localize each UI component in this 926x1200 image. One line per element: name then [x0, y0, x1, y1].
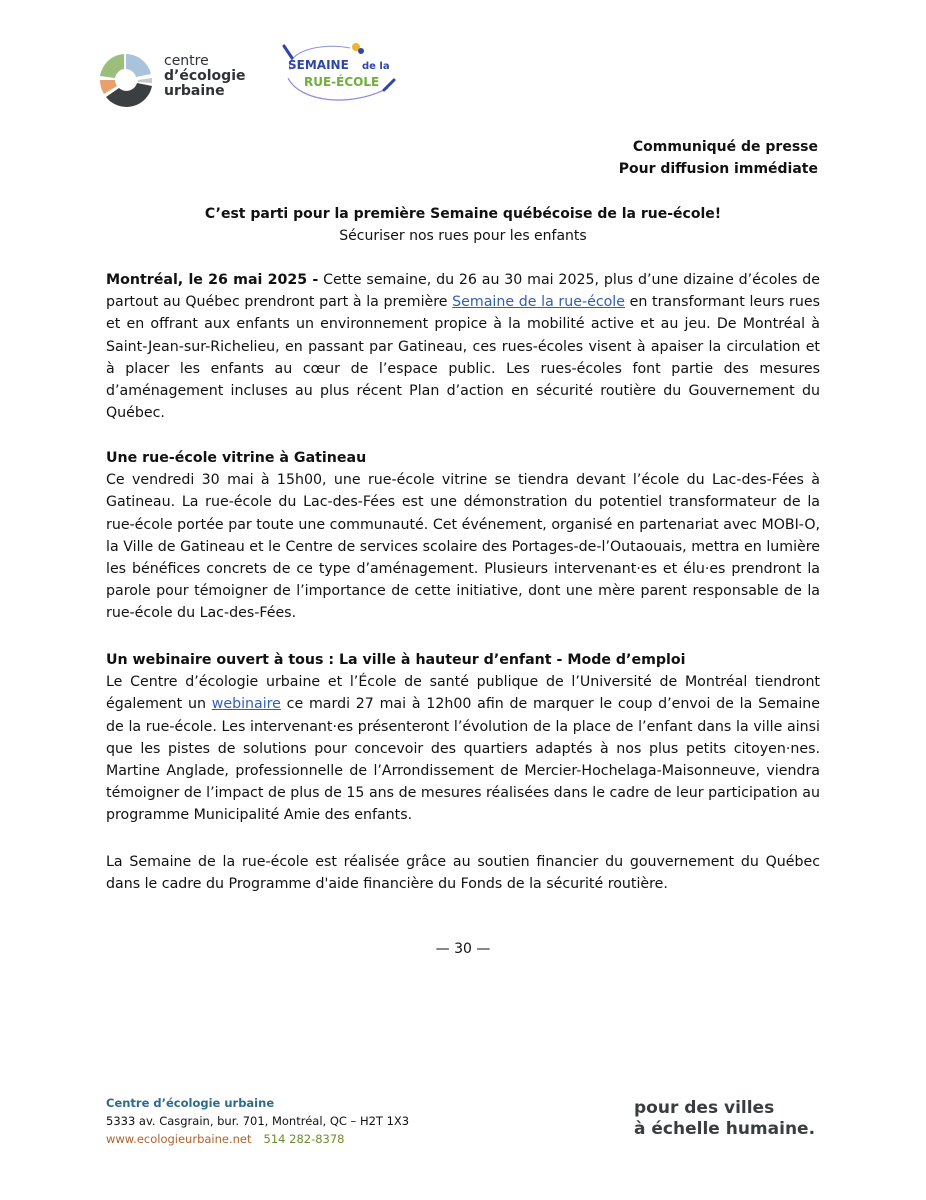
intro-text-part2: en transformant leurs rues et en offrant aux enfants un environnement propice à la mobilité active et au jeu. De Montréal à Saint-Jean-sur-Richelieu, en passant par Gatineau, ces rues-écoles visent à apaiser la circulation et à placer les enfants au cœur de l’espace public. Les rues-écoles font partie des mesures d’aménagement incluses au plus récent Plan d’action en sécurité routière du Gouvernement du Québec.	[106, 294, 820, 422]
section-gatineau-title: Une rue-école vitrine à Gatineau	[106, 450, 367, 466]
intro-paragraph	[106, 269, 820, 424]
cde-logo-line3: urbaine	[164, 83, 225, 99]
press-release-line1: Communiqué de presse	[632, 139, 818, 155]
footer-tagline	[634, 1098, 815, 1140]
headline-subtitle: Sécuriser nos rues pour les enfants	[339, 228, 587, 244]
section-webinaire-part2: ce mardi 27 mai à 12h00 afin de marquer le coup d’envoi de la Semaine de la rue-école. Les intervenant·es présenteront l’évolution de la place de l’enfant dans la ville ainsi que les pistes de solutions pour concevoir des quartiers adaptés à nos plus petits citoyen·nes. Martine Anglade, professionnelle de l’Arrondissement de Mercier-Hochelaga-Maisonneuve, viendra témoigner de l’impact de plus de 15 ans de mesures réalisées dans le cadre de leur participation au programme Municipalité Amie des enfants.	[106, 696, 820, 824]
footer-phone: 514 282-8378	[263, 1132, 345, 1146]
press-release-label	[619, 136, 818, 180]
footer-tagline-line2: à échelle humaine.	[634, 1119, 816, 1139]
section-gatineau-text: Ce vendredi 30 mai à 15h00, une rue-école vitrine se tiendra devant l’école du Lac-des-Fées à Gatineau. La rue-école du Lac-des-Fées est une démonstration du potentiel transformateur de la rue-école portée par toute une communauté. Cet événement, organisé en partenariat avec MOBI-O, la Ville de Gatineau et le Centre de services scolaire des Portages-de-l’Outaouais, mettra en lumière les bénéfices concrets de ce type d’aménagement. Plusieurs intervenant·es et élu·es prendront la parole pour témoigner de l’importance de cette initiative, dont une mère parent responsable de la rue-école du Lac-des-Fées.	[106, 472, 820, 622]
footer-website-link[interactable]: www.ecologieurbaine.net	[106, 1132, 252, 1146]
semaine-logo-mark	[280, 40, 410, 110]
semaine-logo-line1: SEMAINE	[288, 58, 349, 72]
cde-logo-mark	[96, 50, 156, 110]
footer-tagline-line1: pour des villes	[634, 1098, 775, 1118]
footer-contact	[106, 1094, 409, 1148]
end-marker: — 30 —	[435, 941, 491, 957]
headline-title: C’est parti pour la première Semaine québécoise de la rue-école!	[204, 206, 722, 222]
cde-logo-line2: d’écologie	[164, 68, 246, 84]
semaine-rue-ecole-link[interactable]: Semaine de la rue-école	[452, 294, 625, 311]
semaine-rue-ecole-logo[interactable]	[280, 40, 410, 110]
section-webinaire	[106, 649, 820, 827]
headline	[106, 203, 820, 247]
intro-text-part1: Cette semaine, du 26 au 30 mai 2025, plus d’une dizaine d’écoles de partout au Québec prendront part à la première	[106, 272, 820, 311]
section-gatineau	[106, 447, 820, 625]
cde-logo-line1: centre	[164, 53, 209, 69]
cde-logo[interactable]	[96, 48, 266, 110]
intro-dateline: Montréal, le 26 mai 2025 -	[106, 272, 319, 288]
semaine-logo-line2: de la	[362, 61, 390, 72]
webinaire-link[interactable]: webinaire	[211, 696, 281, 713]
section-webinaire-part1: Le Centre d’écologie urbaine et l’École de santé publique de l’Université de Montréal tiendront également un	[106, 674, 820, 713]
footer-address: 5333 av. Casgrain, bur. 701, Montréal, QC – H2T 1X3	[106, 1114, 410, 1128]
press-release-line2: Pour diffusion immédiate	[618, 161, 818, 177]
footer-org-name: Centre d’écologie urbaine	[106, 1096, 275, 1110]
closing-paragraph: La Semaine de la rue-école est réalisée grâce au soutien financier du gouvernement du Québec dans le cadre du Programme d'aide financière du Fonds de la sécurité routière.	[106, 854, 820, 893]
cde-logo-text	[164, 54, 245, 99]
section-webinaire-title: Un webinaire ouvert à tous : La ville à hauteur d’enfant - Mode d’emploi	[106, 652, 686, 668]
semaine-logo-line3: RUE-ÉCOLE	[304, 75, 380, 89]
